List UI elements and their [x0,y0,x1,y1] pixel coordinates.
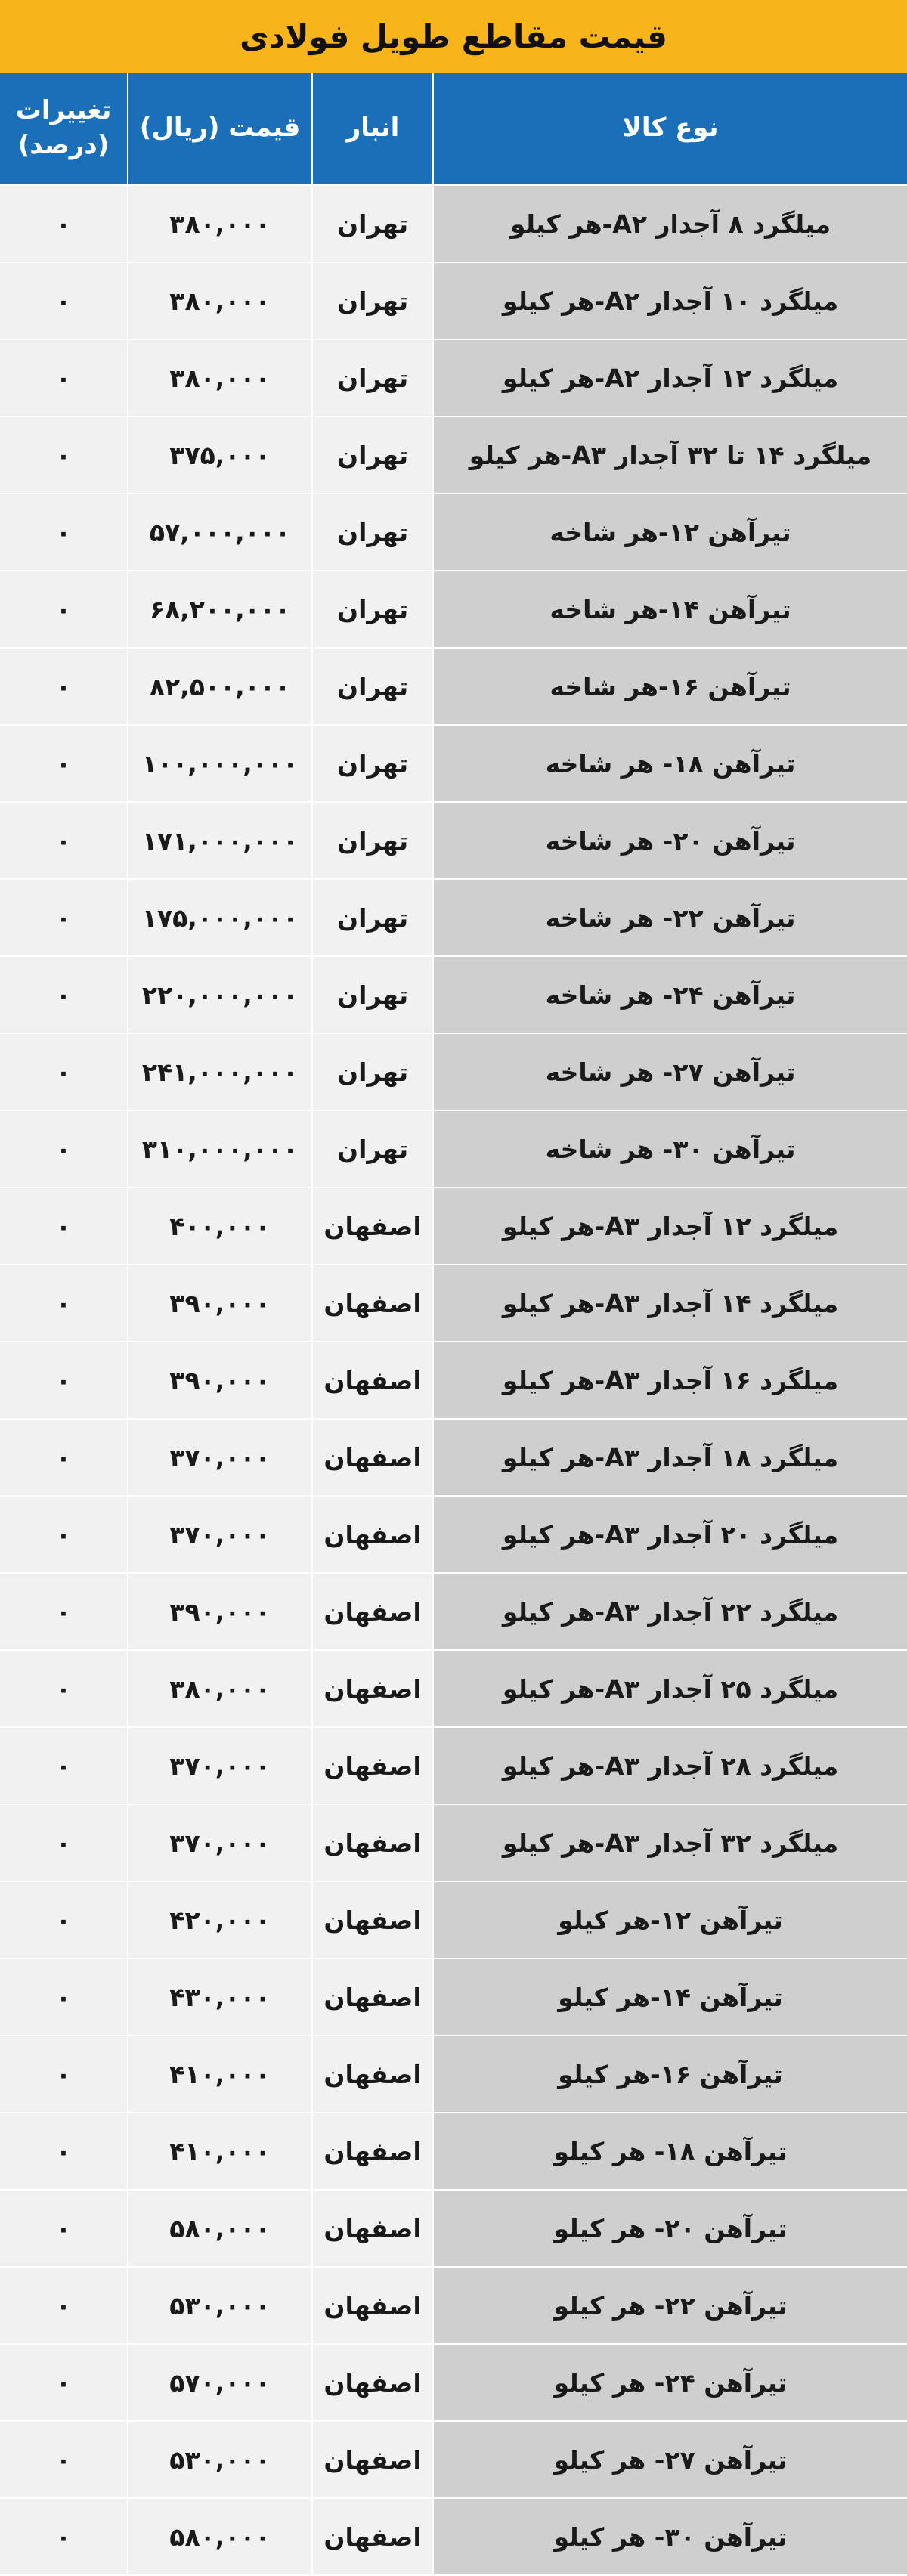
warehouse-cell: تهران [311,494,432,570]
header-product-label: نوع کالا [622,113,719,144]
price-cell: ۴۲۰,۰۰۰ [127,1882,311,1958]
change-cell: ۰ [0,1111,127,1187]
change-cell: ۰ [0,1497,127,1572]
warehouse-cell: تهران [311,571,432,647]
change-cell: ۰ [0,2036,127,2112]
price-cell: ۱۰۰,۰۰۰,۰۰۰ [127,726,311,801]
table-row [0,957,907,1034]
product-cell: میلگرد ۲۵ آجدار A۳-هر کیلو [432,1651,907,1726]
product-cell: تیرآهن ۱۴-هر شاخه [432,571,907,647]
change-cell: ۰ [0,2499,127,2574]
table-header-row [0,73,907,186]
price-cell: ۶۸,۲۰۰,۰۰۰ [127,571,311,647]
table-row [0,2345,907,2422]
page-title: قیمت مقاطع طویل فولادی [0,0,907,73]
warehouse-cell: تهران [311,417,432,493]
warehouse-cell: اصفهان [311,1574,432,1649]
product-cell: تیرآهن ۲۴- هر شاخه [432,957,907,1033]
price-cell: ۱۷۱,۰۰۰,۰۰۰ [127,803,311,878]
product-cell: تیرآهن ۲۲- هر شاخه [432,880,907,955]
product-cell: تیرآهن ۲۷- هر شاخه [432,1034,907,1110]
product-cell: میلگرد ۱۴ تا ۳۲ آجدار A۳-هر کیلو [432,417,907,493]
change-cell: ۰ [0,1420,127,1495]
warehouse-cell: تهران [311,880,432,955]
product-cell: تیرآهن ۲۰- هر شاخه [432,803,907,878]
table-row [0,2268,907,2345]
table-row [0,1188,907,1265]
table-row [0,649,907,726]
change-cell: ۰ [0,2191,127,2266]
table-row [0,1574,907,1651]
product-cell: تیرآهن ۱۲-هر شاخه [432,494,907,570]
price-cell: ۳۸۰,۰۰۰ [127,340,311,416]
warehouse-cell: اصفهان [311,1805,432,1881]
warehouse-cell: اصفهان [311,2499,432,2574]
price-cell: ۵۸۰,۰۰۰ [127,2499,311,2574]
table-row [0,1111,907,1188]
change-cell: ۰ [0,417,127,493]
change-cell: ۰ [0,880,127,955]
table-row [0,2113,907,2191]
header-warehouse-label: انبار [345,113,400,144]
product-cell: میلگرد ۱۶ آجدار A۳-هر کیلو [432,1342,907,1418]
change-cell: ۰ [0,340,127,416]
product-cell: میلگرد ۲۲ آجدار A۳-هر کیلو [432,1574,907,1649]
price-cell: ۳۹۰,۰۰۰ [127,1342,311,1418]
change-cell: ۰ [0,1728,127,1804]
product-cell: میلگرد ۲۸ آجدار A۳-هر کیلو [432,1728,907,1804]
price-cell: ۳۸۰,۰۰۰ [127,1651,311,1726]
price-cell: ۳۱۰,۰۰۰,۰۰۰ [127,1111,311,1187]
warehouse-cell: اصفهان [311,1265,432,1341]
warehouse-cell: اصفهان [311,1959,432,2035]
change-cell: ۰ [0,186,127,262]
change-cell: ۰ [0,726,127,801]
product-cell: میلگرد ۸ آجدار A۲-هر کیلو [432,186,907,262]
product-cell: تیرآهن ۱۲-هر کیلو [432,1882,907,1958]
table-row [0,571,907,649]
product-cell: تیرآهن ۲۴- هر کیلو [432,2345,907,2420]
change-cell: ۰ [0,1805,127,1881]
header-product [432,73,907,184]
warehouse-cell: تهران [311,340,432,416]
price-cell: ۳۸۰,۰۰۰ [127,186,311,262]
warehouse-cell: تهران [311,726,432,801]
warehouse-cell: اصفهان [311,1728,432,1804]
price-cell: ۳۷۰,۰۰۰ [127,1805,311,1881]
table-row [0,1420,907,1497]
warehouse-cell: اصفهان [311,1342,432,1418]
price-cell: ۳۷۵,۰۰۰ [127,417,311,493]
header-price-label: قیمت (ریال) [139,113,301,144]
warehouse-cell: اصفهان [311,2268,432,2343]
price-cell: ۲۲۰,۰۰۰,۰۰۰ [127,957,311,1033]
warehouse-cell: تهران [311,803,432,878]
change-cell: ۰ [0,2113,127,2189]
table-row [0,494,907,571]
warehouse-cell: تهران [311,1034,432,1110]
table-row [0,1497,907,1574]
warehouse-cell: اصفهان [311,2113,432,2189]
product-cell: میلگرد ۳۲ آجدار A۳-هر کیلو [432,1805,907,1881]
table-row [0,2422,907,2499]
table-row [0,186,907,263]
product-cell: تیرآهن ۱۴-هر کیلو [432,1959,907,2035]
change-cell: ۰ [0,2268,127,2343]
warehouse-cell: اصفهان [311,2345,432,2420]
table-row [0,803,907,880]
price-cell: ۲۴۱,۰۰۰,۰۰۰ [127,1034,311,1110]
warehouse-cell: تهران [311,263,432,339]
warehouse-cell: تهران [311,649,432,724]
product-cell: تیرآهن ۱۸- هر شاخه [432,726,907,801]
header-warehouse [311,73,432,184]
warehouse-cell: اصفهان [311,2422,432,2497]
warehouse-cell: تهران [311,957,432,1033]
table-row [0,1034,907,1111]
price-cell: ۵۳۰,۰۰۰ [127,2268,311,2343]
product-cell: میلگرد ۱۲ آجدار A۲-هر کیلو [432,340,907,416]
warehouse-cell: تهران [311,1111,432,1187]
table-row [0,1882,907,1959]
change-cell: ۰ [0,494,127,570]
table-row [0,1265,907,1342]
price-table [0,73,907,2576]
change-cell: ۰ [0,1959,127,2035]
price-cell: ۳۹۰,۰۰۰ [127,1265,311,1341]
product-cell: میلگرد ۱۲ آجدار A۳-هر کیلو [432,1188,907,1264]
change-cell: ۰ [0,1034,127,1110]
table-row [0,1728,907,1805]
change-cell: ۰ [0,1265,127,1341]
product-cell: میلگرد ۱۰ آجدار A۲-هر کیلو [432,263,907,339]
price-cell: ۵۷,۰۰۰,۰۰۰ [127,494,311,570]
price-cell: ۳۸۰,۰۰۰ [127,263,311,339]
warehouse-cell: تهران [311,186,432,262]
warehouse-cell: اصفهان [311,1420,432,1495]
header-price [127,73,311,184]
price-cell: ۴۱۰,۰۰۰ [127,2036,311,2112]
price-cell: ۱۷۵,۰۰۰,۰۰۰ [127,880,311,955]
change-cell: ۰ [0,1342,127,1418]
product-cell: تیرآهن ۱۶-هر کیلو [432,2036,907,2112]
price-cell: ۴۰۰,۰۰۰ [127,1188,311,1264]
product-cell: تیرآهن ۲۲- هر کیلو [432,2268,907,2343]
table-row [0,263,907,340]
change-cell: ۰ [0,2345,127,2420]
warehouse-cell: اصفهان [311,2191,432,2266]
change-cell: ۰ [0,1188,127,1264]
table-row [0,1959,907,2036]
product-cell: میلگرد ۲۰ آجدار A۳-هر کیلو [432,1497,907,1572]
change-cell: ۰ [0,2422,127,2497]
change-cell: ۰ [0,803,127,878]
table-row [0,340,907,417]
header-change-label-line2: (درصد) [17,130,110,160]
warehouse-cell: اصفهان [311,1188,432,1264]
header-change-label-line1: تغییرات [15,95,112,126]
change-cell: ۰ [0,1882,127,1958]
product-cell: تیرآهن ۱۸- هر کیلو [432,2113,907,2189]
price-cell: ۵۸۰,۰۰۰ [127,2191,311,2266]
change-cell: ۰ [0,571,127,647]
warehouse-cell: اصفهان [311,1651,432,1726]
product-cell: تیرآهن ۳۰- هر شاخه [432,1111,907,1187]
price-cell: ۳۷۰,۰۰۰ [127,1728,311,1804]
table-row [0,880,907,957]
price-cell: ۸۲,۵۰۰,۰۰۰ [127,649,311,724]
price-cell: ۴۳۰,۰۰۰ [127,1959,311,2035]
table-row [0,2036,907,2113]
table-body [0,186,907,2576]
change-cell: ۰ [0,957,127,1033]
product-cell: تیرآهن ۲۷- هر کیلو [432,2422,907,2497]
product-cell: تیرآهن ۱۶-هر شاخه [432,649,907,724]
table-row [0,417,907,494]
table-row [0,2191,907,2268]
warehouse-cell: اصفهان [311,2036,432,2112]
product-cell: میلگرد ۱۴ آجدار A۳-هر کیلو [432,1265,907,1341]
warehouse-cell: اصفهان [311,1882,432,1958]
price-cell: ۵۷۰,۰۰۰ [127,2345,311,2420]
product-cell: میلگرد ۱۸ آجدار A۳-هر کیلو [432,1420,907,1495]
header-change [0,73,127,184]
change-cell: ۰ [0,649,127,724]
product-cell: تیرآهن ۳۰- هر کیلو [432,2499,907,2574]
price-cell: ۳۹۰,۰۰۰ [127,1574,311,1649]
product-cell: تیرآهن ۲۰- هر کیلو [432,2191,907,2266]
table-row [0,2499,907,2576]
table-row [0,1805,907,1882]
change-cell: ۰ [0,263,127,339]
price-cell: ۳۷۰,۰۰۰ [127,1420,311,1495]
price-cell: ۳۷۰,۰۰۰ [127,1497,311,1572]
change-cell: ۰ [0,1651,127,1726]
table-row [0,1342,907,1420]
price-cell: ۴۱۰,۰۰۰ [127,2113,311,2189]
change-cell: ۰ [0,1574,127,1649]
price-cell: ۵۳۰,۰۰۰ [127,2422,311,2497]
warehouse-cell: اصفهان [311,1497,432,1572]
table-row [0,1651,907,1728]
table-row [0,726,907,803]
